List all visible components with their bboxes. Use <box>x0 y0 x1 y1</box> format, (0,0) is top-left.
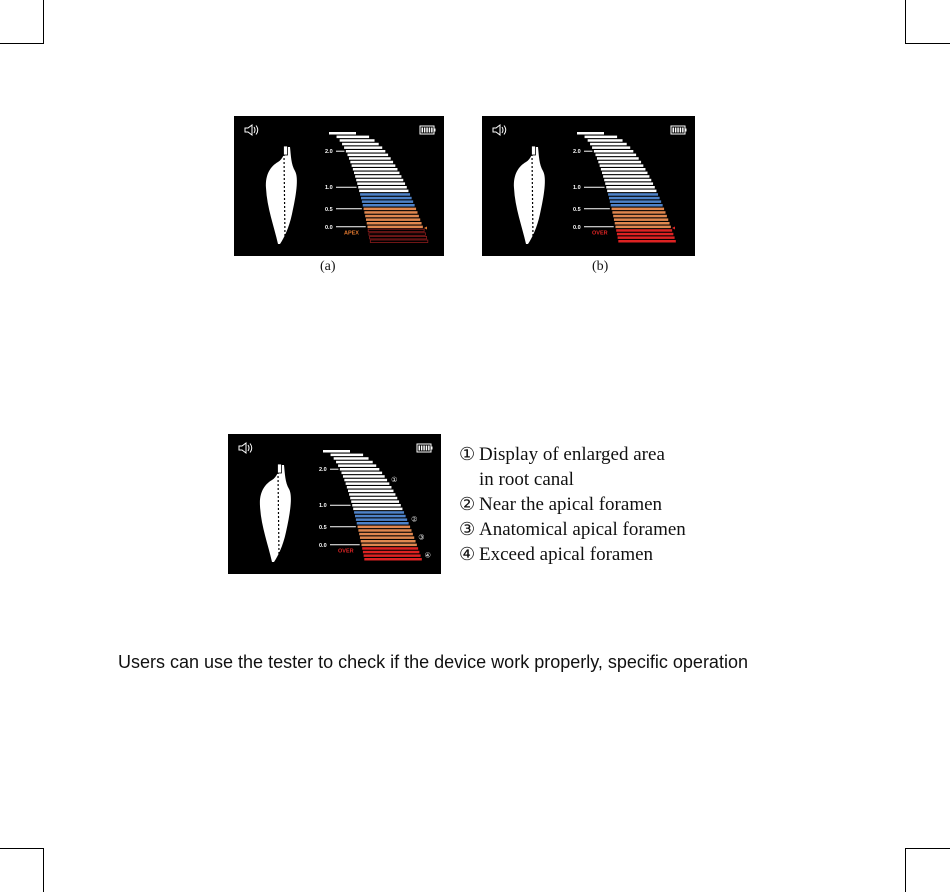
status-label: APEX <box>344 230 359 237</box>
screen-apex <box>234 116 444 256</box>
depth-bar <box>361 197 412 200</box>
depth-bar <box>614 218 668 221</box>
scale-label: 1.0 <box>325 185 333 192</box>
depth-bar <box>340 139 375 142</box>
depth-bar <box>363 204 415 207</box>
legend-text: Near the apical foramen <box>479 494 663 515</box>
depth-bar <box>358 529 411 532</box>
scale-label: 0.5 <box>573 206 581 213</box>
depth-bar <box>352 504 401 507</box>
depth-bar <box>364 554 421 557</box>
legend-item-1 <box>459 442 686 467</box>
depth-bar <box>343 475 385 478</box>
legend-text: Exceed apical foramen <box>479 544 654 565</box>
depth-bar <box>357 182 405 185</box>
depth-bar <box>347 154 388 157</box>
depth-bar <box>592 146 630 149</box>
legend-item-2 <box>459 492 686 517</box>
depth-bar <box>595 154 636 157</box>
depth-bar <box>356 179 403 182</box>
depth-bar <box>612 208 665 211</box>
status-label: OVER <box>338 548 354 555</box>
depth-bar <box>344 479 387 482</box>
footer-text: Users can use the tester to check if the device work properly, specific operation <box>118 652 748 672</box>
depth-bar <box>338 464 376 467</box>
depth-bar <box>616 229 672 232</box>
depth-bar <box>346 150 385 153</box>
depth-bar <box>611 204 663 207</box>
depth-bar <box>346 482 390 485</box>
depth-bar <box>585 136 618 139</box>
legend-item-4 <box>459 542 686 567</box>
zone-marker: ④ <box>424 551 431 560</box>
depth-bar <box>349 157 391 160</box>
scale-label: 2.0 <box>319 467 327 474</box>
screen-labeled <box>228 434 441 574</box>
depth-bar <box>354 511 404 514</box>
tooth-icon <box>260 464 291 562</box>
depth-bar <box>365 215 419 218</box>
tooth-icon <box>266 146 297 244</box>
depth-bar <box>612 211 665 214</box>
depth-bar <box>615 226 670 229</box>
speaker-icon <box>239 443 252 453</box>
depth-bar <box>341 472 382 475</box>
depth-bar <box>366 218 420 221</box>
status-label: OVER <box>592 230 608 237</box>
depth-bar <box>368 229 424 232</box>
battery-icon <box>671 126 687 134</box>
depth-bar <box>361 540 416 543</box>
legend-item-3 <box>459 517 686 542</box>
legend-num: ② <box>459 494 476 515</box>
zone-marker: ① <box>391 475 398 484</box>
crop-mark-br-v <box>905 848 906 892</box>
depth-bar <box>360 536 414 539</box>
depth-bar <box>367 226 422 229</box>
depth-bar <box>364 208 417 211</box>
battery-icon <box>420 126 436 134</box>
depth-bar <box>615 222 670 225</box>
depth-bar <box>337 136 370 139</box>
depth-bar <box>606 186 655 189</box>
speaker-icon <box>493 125 506 135</box>
depth-bar <box>608 193 658 196</box>
depth-bar <box>336 461 373 464</box>
depth-bar <box>350 161 393 164</box>
scale-label: 1.0 <box>319 503 327 510</box>
crop-mark-tr-v <box>905 0 906 44</box>
depth-bar <box>352 164 396 167</box>
depth-bar <box>367 222 422 225</box>
legend-num: ③ <box>459 519 476 540</box>
crop-mark-tr-h <box>906 43 950 44</box>
depth-bar <box>354 172 399 175</box>
scale-label: 0.0 <box>319 542 327 549</box>
scale-label: 2.0 <box>573 149 581 156</box>
depth-bar <box>356 518 407 521</box>
depth-bar <box>362 547 418 550</box>
apex-arrow-icon: ◂ <box>672 224 676 232</box>
depth-bar <box>360 193 410 196</box>
depth-bar <box>594 150 633 153</box>
depth-bar <box>601 168 646 171</box>
depth-bar <box>364 558 421 561</box>
scale-label: 0.0 <box>325 224 333 231</box>
depth-bar <box>588 139 623 142</box>
screen-over <box>482 116 695 256</box>
depth-bar <box>369 233 425 236</box>
caption-a: (a) <box>320 259 336 274</box>
depth-bar <box>355 515 406 518</box>
depth-bar <box>600 164 644 167</box>
depth-bar <box>363 551 419 554</box>
depth-bar <box>617 233 673 236</box>
battery-icon <box>417 444 433 452</box>
depth-bar <box>342 143 379 146</box>
zone-marker: ③ <box>418 533 425 542</box>
depth-bar <box>349 493 395 496</box>
depth-bar <box>351 500 399 503</box>
depth-bar <box>618 240 675 243</box>
depth-bar <box>610 200 661 203</box>
depth-bar <box>597 157 639 160</box>
speaker-icon <box>245 125 258 135</box>
zone-marker: ② <box>411 515 418 524</box>
depth-bar <box>334 457 369 460</box>
depth-bar <box>604 179 651 182</box>
tooth-icon <box>514 146 545 244</box>
scale-label: 1.0 <box>573 185 581 192</box>
scale-label: 2.0 <box>325 149 333 156</box>
crop-mark-bl-h <box>0 848 44 849</box>
depth-bar <box>362 200 413 203</box>
depth-bar <box>348 490 393 493</box>
legend-num: ① <box>459 444 476 465</box>
caption-b: (b) <box>592 259 609 274</box>
crop-mark-bl-v <box>43 848 44 892</box>
depth-bar <box>331 454 364 457</box>
legend-num: ④ <box>459 544 476 565</box>
legend-text: Display of enlarged area <box>479 444 665 465</box>
depth-bar <box>577 132 604 135</box>
scale-label: 0.5 <box>319 524 327 531</box>
depth-bar <box>355 175 401 178</box>
depth-bar <box>364 211 417 214</box>
legend <box>459 442 686 567</box>
depth-bar <box>361 544 416 547</box>
depth-bar <box>609 197 660 200</box>
legend-text: Anatomical apical foramen <box>479 519 686 540</box>
depth-bar <box>607 190 656 193</box>
crop-mark-tl-v <box>43 0 44 44</box>
depth-bar <box>370 240 427 243</box>
depth-bar <box>590 143 627 146</box>
depth-bar <box>613 215 667 218</box>
depth-bar <box>358 186 407 189</box>
depth-bar <box>329 132 356 135</box>
depth-bar <box>359 190 408 193</box>
scale-label: 0.5 <box>325 206 333 213</box>
depth-bar <box>344 146 382 149</box>
depth-bar <box>350 497 397 500</box>
depth-bar <box>618 236 675 239</box>
legend-item-1-cont: in root canal <box>479 469 574 490</box>
depth-bar <box>370 236 427 239</box>
crop-mark-tl-h <box>0 43 44 44</box>
crop-mark-br-h <box>906 848 950 849</box>
apex-arrow-icon: ◂ <box>424 224 428 232</box>
depth-bar <box>347 486 392 489</box>
depth-bar <box>358 526 411 529</box>
depth-bar <box>357 522 409 525</box>
scale-label: 0.0 <box>573 224 581 231</box>
depth-bar <box>605 182 653 185</box>
depth-bar <box>353 168 398 171</box>
depth-bar <box>602 172 647 175</box>
depth-bar <box>603 175 649 178</box>
depth-bar <box>340 468 379 471</box>
depth-bar <box>353 508 402 511</box>
depth-bar <box>323 450 350 453</box>
depth-bar <box>359 533 413 536</box>
depth-bar <box>598 161 641 164</box>
